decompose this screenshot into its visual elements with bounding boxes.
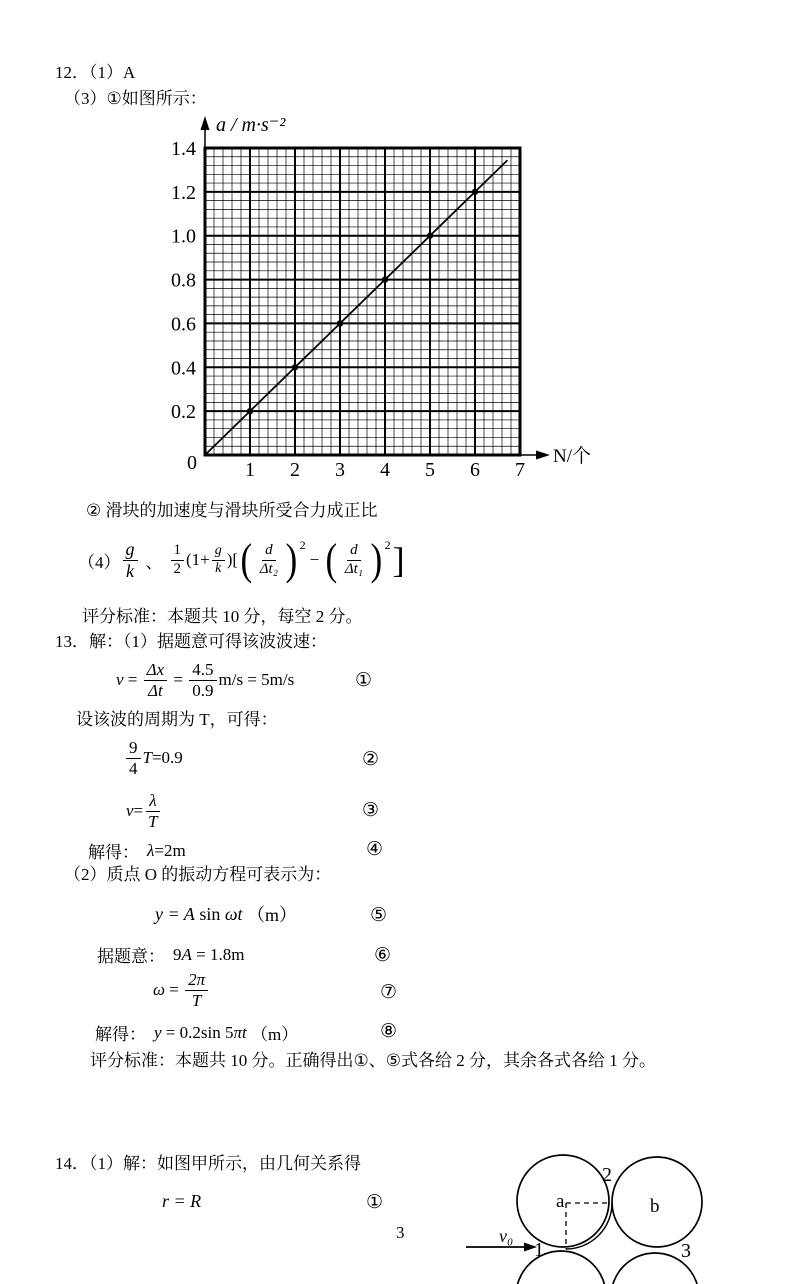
q12-item4-formula <box>78 535 407 584</box>
fraction-2pi-T: $\frac{2\pi}{T}$ <box>185 970 208 1010</box>
x-tick-label: 2 <box>290 459 300 481</box>
item4-label: （4） <box>78 552 121 572</box>
q12-part3-intro: （3）①如图所示： <box>64 89 207 108</box>
fraction-dx-dt: $\frac{\Delta x}{\Delta t}$ <box>144 660 168 700</box>
data-point <box>472 189 478 195</box>
q13-head: 13．解：（1）据题意可得该波波速： <box>55 632 327 651</box>
x-tick-label: 1 <box>245 459 255 481</box>
x-tick-label: 3 <box>335 459 345 481</box>
fraction-1-2: $\frac{1}{2}$ <box>171 542 185 578</box>
y-tick-label: 1.0 <box>171 225 196 248</box>
figure-circles-diagram <box>455 1145 800 1284</box>
eq4-number: ④ <box>366 839 384 860</box>
acceleration-graph <box>140 106 620 490</box>
q13-eq8: 解得： y = 0.2sin 5 πt （m） <box>95 1022 299 1044</box>
close-bracket: ] <box>392 540 405 580</box>
q13-scoring: 评分标准：本题共 10 分。正确得出①、⑤式各给 2 分，其余各式各给 1 分。 <box>90 1051 656 1070</box>
data-point <box>247 408 253 414</box>
eq2-number: ② <box>362 749 380 770</box>
page-number: 3 <box>396 1223 405 1242</box>
minus-sign: − <box>309 550 320 569</box>
close-paren2: ) <box>370 535 383 584</box>
x-tick-label: 7 <box>515 459 525 481</box>
q12-scoring: 评分标准：本题共 10 分，每空 2 分。 <box>82 607 363 626</box>
origin-label: 0 <box>187 452 197 474</box>
fraction-d-dt2: $\frac{d}{\text{Δt₂}}$ <box>259 542 278 577</box>
eq5-number: ⑤ <box>370 905 388 926</box>
figure-label-a: a <box>556 1191 565 1212</box>
data-point <box>292 364 298 370</box>
fraction-g-k: $\frac{g}{k}$ <box>123 539 138 581</box>
fraction-lambda-T: $\frac{\lambda}{T}$ <box>148 791 158 831</box>
q13-eq5: y = A sin ωt （m） <box>155 903 298 925</box>
open-paren2: ( <box>325 535 338 584</box>
y-tick-label: 0.2 <box>171 401 196 424</box>
y-axis-label: a / m·s⁻² <box>216 114 286 136</box>
squared-exponent: 2 <box>299 538 306 552</box>
q12-item2: ② 滑块的加速度与滑块所受合力成正比 <box>86 501 378 520</box>
figure-label-3: 3 <box>681 1240 691 1262</box>
item4-text1: (1+ <box>186 550 210 569</box>
enumeration-comma: 、 <box>145 552 163 572</box>
eq8-number: ⑧ <box>380 1021 398 1042</box>
x-tick-label: 4 <box>380 459 390 481</box>
figure-label-2: 2 <box>602 1164 612 1186</box>
open-paren: ( <box>240 535 253 584</box>
q13-line2: 设该波的周期为 T，可得： <box>76 710 278 729</box>
y-tick-label: 1.4 <box>171 138 196 160</box>
trajectory-arc <box>566 1203 612 1249</box>
close-paren: ) <box>285 535 298 584</box>
q14-head: 14．（1）解：如图甲所示，由几何关系得 <box>55 1154 361 1173</box>
q13-eq6: 据题意： 9 A = 1.8m <box>97 944 245 966</box>
q13-eq2: $\frac{9}{4}$ T =0.9 <box>124 738 183 778</box>
data-point <box>427 233 433 239</box>
q13-part2-head: （2）质点 O 的振动方程可表示为： <box>64 865 332 884</box>
q13-eq7: ω = $\frac{2\pi}{T}$ <box>153 970 210 1010</box>
data-point <box>382 276 388 282</box>
ball-circle <box>516 1251 606 1284</box>
y-tick-label: 1.2 <box>171 181 196 204</box>
y-tick-label: 0.4 <box>171 357 196 380</box>
fraction-d-dt1: $\frac{d}{\text{Δt₁}}$ <box>344 542 364 577</box>
squared-exponent2: 2 <box>384 538 391 552</box>
q13-eq3: v = $\frac{\lambda}{T}$ <box>126 791 163 831</box>
figure-label-v₀: v₀ <box>499 1226 514 1246</box>
q14-eq1: r = R <box>162 1191 202 1211</box>
x-tick-label: 5 <box>425 459 435 481</box>
y-axis-arrow <box>201 116 210 130</box>
x-axis-label: N/个 <box>553 446 592 467</box>
figure-label-b: b <box>650 1196 660 1217</box>
eq7-number: ⑦ <box>380 982 398 1003</box>
q13-eq1: v = $\frac{\Delta x}{\Delta t}$ = $\frac{4.5}{0.9}$ m/s = 5m/s <box>116 660 295 700</box>
eq1-number: ① <box>355 670 373 691</box>
fraction-45-09: $\frac{4.5}{0.9}$ <box>189 660 216 700</box>
x-axis-arrow <box>536 451 550 460</box>
figure-label-1: 1 <box>534 1239 544 1261</box>
data-point <box>337 320 343 326</box>
eq6-number: ⑥ <box>374 945 392 966</box>
fraction-9-4: $\frac{9}{4}$ <box>126 738 141 778</box>
q12-answer-line: 12．（1）A <box>55 63 136 82</box>
y-tick-label: 0.8 <box>171 269 196 292</box>
q14-eq1-number: ① <box>366 1192 384 1213</box>
q13-eq4: 解得： λ =2m <box>88 840 186 862</box>
x-tick-label: 6 <box>470 459 480 481</box>
eq3-number: ③ <box>362 800 380 821</box>
item4-text2: )[ <box>226 550 239 569</box>
fraction-g-k-small: $\frac{g}{k}$ <box>212 543 225 576</box>
y-tick-label: 0.6 <box>171 313 196 336</box>
